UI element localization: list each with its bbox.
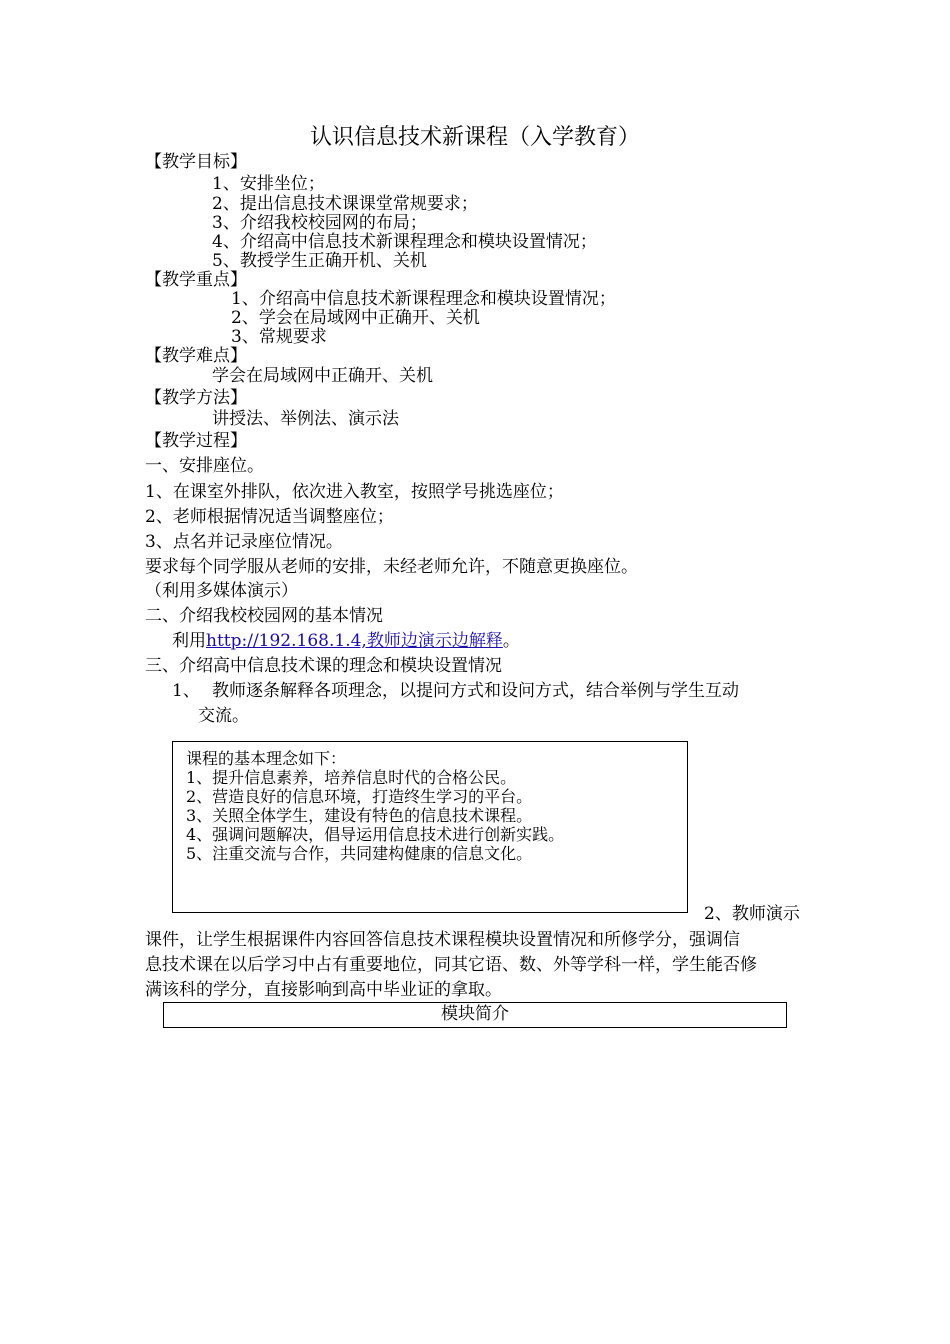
goal-item: 2、提出信息技术课课堂常规要求； (212, 194, 478, 214)
concept-box-heading: 课程的基本理念如下： (186, 749, 347, 768)
campus-network-link[interactable]: http://192.168.1.4,教师边演示边解释 (206, 631, 503, 651)
multimedia-note: （利用多媒体演示） (145, 581, 298, 601)
methods-heading: 【教学方法】 (145, 388, 247, 408)
section3-item1-line1: 教师逐条解释各项理念，以提问方式和设问方式，结合举例与学生互动 (212, 681, 739, 701)
goal-item: 3、介绍我校校园网的布局； (212, 213, 427, 233)
section1-item: 3、点名并记录座位情况。 (145, 532, 343, 552)
concept-item: 1、提升信息素养，培养信息时代的合格公民。 (186, 768, 517, 787)
section2-line (172, 631, 520, 651)
goal-item: 1、安排坐位； (212, 174, 325, 194)
requirement-text: 要求每个同学服从老师的安排，未经老师允许，不随意更换座位。 (145, 557, 638, 577)
difficulty-heading: 【教学难点】 (145, 346, 247, 366)
concept-item: 4、强调问题解决，倡导运用信息技术进行创新实践。 (186, 825, 565, 844)
section1-title: 一、安排座位。 (145, 456, 264, 476)
methods-text: 讲授法、举例法、演示法 (212, 409, 399, 429)
key-point-item: 1、介绍高中信息技术新课程理念和模块设置情况； (231, 289, 616, 309)
document-title: 认识信息技术新课程（入学教育） (309, 125, 640, 150)
section1-item: 1、在课室外排队，依次进入教室，按照学号挑选座位； (145, 482, 564, 502)
goal-item: 5、教授学生正确开机、关机 (212, 251, 427, 271)
concept-item: 3、关照全体学生，建设有特色的信息技术课程。 (186, 806, 533, 825)
item2-line: 息技术课在以后学习中占有重要地位，同其它语、数、外等学科一样，学生能否修 (145, 955, 757, 975)
section2-suffix: 。 (502, 631, 520, 651)
module-table-header: 模块简介 (163, 1002, 787, 1028)
item2-line: 课件，让学生根据课件内容回答信息技术课程模块设置情况和所修学分，强调信 (145, 930, 740, 950)
item2-line: 满该科的学分，直接影响到高中毕业证的拿取。 (145, 980, 502, 1000)
section3-title: 三、介绍高中信息技术课的理念和模块设置情况 (145, 656, 502, 676)
concept-item: 5、注重交流与合作，共同建构健康的信息文化。 (186, 844, 533, 863)
process-heading: 【教学过程】 (145, 431, 247, 451)
goal-item: 4、介绍高中信息技术新课程理念和模块设置情况； (212, 232, 597, 252)
key-points-heading: 【教学重点】 (145, 270, 247, 290)
section3-item1-number: 1、 (172, 681, 200, 701)
goals-heading: 【教学目标】 (145, 152, 247, 172)
key-point-item: 3、常规要求 (231, 327, 327, 347)
key-point-item: 2、学会在局域网中正确开、关机 (231, 308, 480, 328)
section2-title: 二、介绍我校校园网的基本情况 (145, 606, 383, 626)
section1-item: 2、老师根据情况适当调整座位； (145, 507, 394, 527)
concept-box (172, 741, 688, 913)
section2-prefix: 利用 (172, 631, 206, 651)
item2-start: 2、教师演示 (704, 904, 800, 924)
section3-item1-line2: 交流。 (198, 706, 249, 726)
concept-item: 2、营造良好的信息环境，打造终生学习的平台。 (186, 787, 533, 806)
difficulty-text: 学会在局域网中正确开、关机 (212, 366, 433, 386)
